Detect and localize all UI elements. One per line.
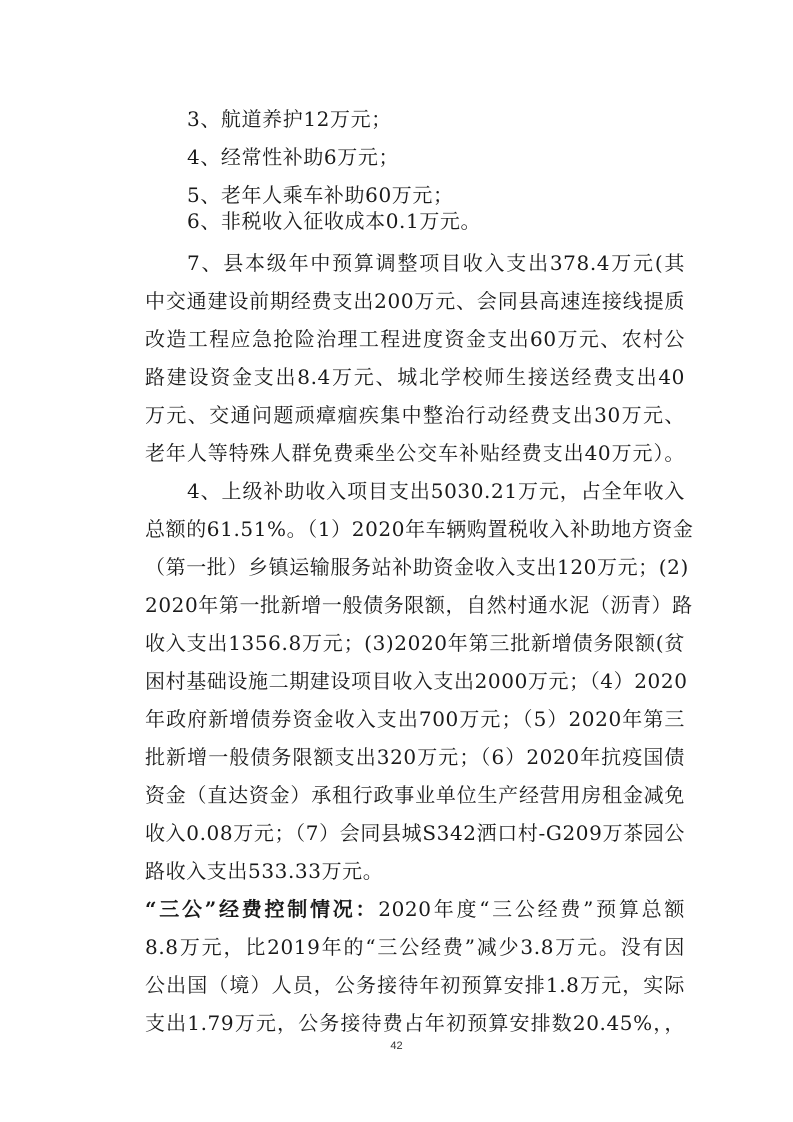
section4-line: 年政府新增债券资金收入支出700万元；（5）2020年第三 <box>145 707 685 731</box>
item7-line: 老年人等特殊人群免费乘坐公交车补贴经费支出40万元）。 <box>145 441 685 465</box>
three-public-line: 公出国（境）人员，公务接待年初预算安排1.8万元，实际 <box>145 973 685 997</box>
three-public-first-line <box>145 897 685 921</box>
section4-line: 总额的61.51%。（1）2020年车辆购置税收入补助地方资金 <box>145 517 694 541</box>
list-item: 6、非税收入征收成本0.1万元。 <box>187 209 482 233</box>
item7-line: 路建设资金支出8.4万元、城北学校师生接送经费支出40 <box>145 365 685 389</box>
list-item: 5、老年人乘车补助60万元； <box>187 183 454 207</box>
three-public-line: 8.8万元，比2019年的“三公经费”减少3.8万元。没有因 <box>145 935 685 959</box>
section4-line: 路收入支出533.33万元。 <box>145 859 384 883</box>
section4-line: 2020年第一批新增一般债务限额，自然村通水泥（沥青）路 <box>145 593 693 617</box>
list-item: 4、经常性补助6万元； <box>187 145 400 169</box>
section4-line: 收入支出1356.8万元；(3)2020年第三批新增债务限额(贫 <box>145 631 685 655</box>
section4-line: 批新增一般债务限额支出320万元；（6）2020年抗疫国债 <box>145 745 685 769</box>
item7-line: 中交通建设前期经费支出200万元、会同县高速连接线提质 <box>145 289 685 313</box>
section4-line: （第一批）乡镇运输服务站补助资金收入支出120万元；(2) <box>145 555 689 579</box>
three-public-heading: “三公”经费控制情况： <box>145 897 379 921</box>
three-public-line: 支出1.79万元，公务接待费占年初预算安排数20.45%，， <box>145 1011 685 1035</box>
section4-line: 收入0.08万元；（7）会同县城S342洒口村-G209万茶园公 <box>145 821 685 845</box>
item7-line: 万元、交通问题顽瘴痼疾集中整治行动经费支出30万元、 <box>145 403 685 427</box>
three-public-first-line-text: 2020年度“三公经费”预算总额 <box>378 897 686 921</box>
section4-line: 资金（直达资金）承租行政事业单位生产经营用房租金减免 <box>145 783 685 807</box>
item7-line: 7、县本级年中预算调整项目收入支出378.4万元(其 <box>187 251 685 275</box>
item7-line: 改造工程应急抢险治理工程进度资金支出60万元、农村公 <box>145 327 685 351</box>
section4-line: 4、上级补助收入项目支出5030.21万元，占全年收入 <box>187 479 685 503</box>
section4-line: 困村基础设施二期建设项目收入支出2000万元；（4）2020 <box>145 669 688 693</box>
list-item: 3、航道养护12万元； <box>187 107 392 131</box>
page-number: 42 <box>390 1040 403 1052</box>
